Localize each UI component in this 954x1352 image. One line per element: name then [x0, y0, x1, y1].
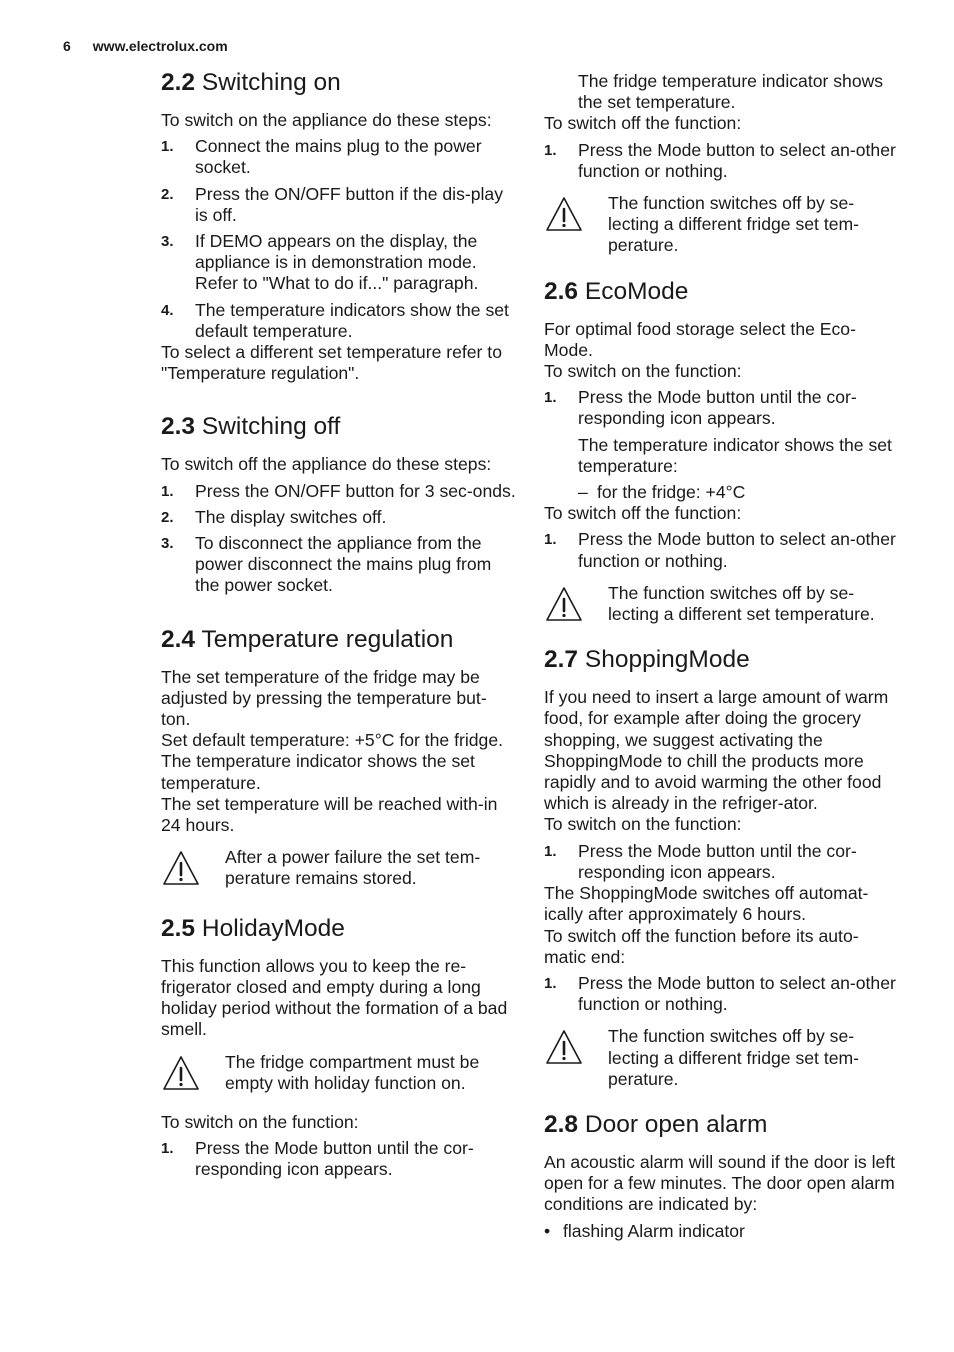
list-item: 1. Press the Mode button to select an-other function or nothing.	[544, 972, 896, 1015]
paragraph: If you need to insert a large amount of warm food, for example after doing the grocery shopping, we suggest activating the ShoppingMode to chill the products more rapidly and to avoid warming the other food which is already in the refriger-ator.	[544, 687, 889, 814]
paragraph: An acoustic alarm will sound if the door is left open for a few minutes. The door open alarm conditions are indicated by:	[544, 1151, 896, 1215]
paragraph: The set temperature of the fridge may be adjusted by pressing the temperature but-ton.	[161, 666, 487, 730]
paragraph: The ShoppingMode switches off automat-ically after approximately 6 hours.	[544, 883, 869, 925]
warning-triangle-icon	[544, 585, 584, 623]
paragraph: Set default temperature: +5°C for the fridge.	[161, 730, 503, 751]
paragraph: To switch on the appliance do these steps:	[161, 110, 492, 130]
list-item: 1. Press the Mode button until the cor-responding icon appears.	[544, 387, 857, 429]
list-item: 1. Press the Mode button to select an-other function or nothing.	[544, 139, 896, 181]
section-heading-2-6: 2.6 EcoMode	[544, 277, 689, 305]
paragraph: For optimal food storage select the Eco-Mode.	[544, 318, 856, 360]
right-column	[544, 71, 899, 1242]
paragraph: To select a different set temperature refer to "Temperature regulation".	[161, 342, 502, 384]
list-item: 1. Press the ON/OFF button for 3 sec-onds.	[161, 480, 516, 501]
warning-text: The fridge compartment must be empty with holiday function on.	[225, 1051, 480, 1093]
paragraph: To switch on the function:	[544, 814, 742, 835]
section-heading-2-5: 2.5 HolidayMode	[161, 914, 345, 942]
page-number: 6	[63, 38, 71, 54]
list-item: 2. Press the ON/OFF button if the dis-play is off.	[161, 183, 504, 225]
list-item: 1. Connect the mains plug to the power socket.	[161, 136, 482, 178]
warning-note	[161, 847, 516, 889]
page-header	[63, 38, 228, 54]
section-heading-2-3: 2.3 Switching off	[161, 413, 341, 441]
section-heading-2-2: 2.2 Switching on	[161, 69, 341, 96]
list-item: 3. To disconnect the appliance from the power disconnect the mains plug from the power socket.	[161, 533, 492, 596]
paragraph: The fridge temperature indicator shows the set temperature.	[578, 71, 884, 113]
warning-note	[544, 1026, 899, 1090]
list-item: 1. Press the Mode button until the cor-responding icon appears.	[161, 1138, 474, 1180]
section-heading-2-7: 2.7 ShoppingMode	[544, 646, 750, 674]
warning-triangle-icon	[161, 849, 201, 887]
paragraph: The set temperature will be reached with-in 24 hours.	[161, 793, 498, 836]
paragraph: To switch off the function:	[544, 113, 742, 134]
paragraph: The temperature indicator shows the set temperature.	[161, 751, 475, 793]
list-item: 4. The temperature indicators show the set default temperature.	[161, 299, 509, 341]
warning-text: The function switches off by se-lecting a different fridge set tem-perature.	[608, 1026, 860, 1089]
warning-triangle-icon	[544, 1028, 584, 1066]
left-column	[161, 68, 516, 1181]
warning-text: After a power failure the set tem-perature remains stored.	[225, 847, 481, 889]
warning-triangle-icon	[161, 1054, 201, 1092]
warning-note	[161, 1052, 516, 1094]
paragraph: To switch on the function:	[161, 1111, 359, 1132]
warning-note	[544, 583, 899, 625]
paragraph: The temperature indicator shows the set temperature:	[578, 434, 892, 476]
bullet-item: • flashing Alarm indicator	[544, 1220, 745, 1241]
list-item: 2. The display switches off.	[161, 506, 387, 527]
dash-item: – for the fridge: +4°C	[578, 482, 746, 503]
warning-triangle-icon	[544, 195, 584, 233]
section-heading-2-8: 2.8 Door open alarm	[544, 1110, 768, 1138]
list-item: 1. Press the Mode button until the cor-responding icon appears.	[544, 840, 857, 882]
warning-text: The function switches off by se-lecting a different set temperature.	[608, 582, 875, 625]
paragraph: To switch off the appliance do these steps:	[161, 454, 492, 475]
list-item: 1. Press the Mode button to select an-other function or nothing.	[544, 529, 896, 571]
paragraph: This function allows you to keep the re-frigerator closed and empty during a long holiday period without the formation of a bad smell.	[161, 955, 508, 1040]
paragraph: To switch on the function:	[544, 361, 742, 382]
list-item: 3. If DEMO appears on the display, the appliance is in demonstration mode. Refer to "What to do if..." paragraph.	[161, 231, 479, 294]
paragraph: To switch off the function before its auto-matic end:	[544, 925, 859, 967]
site-url[interactable]: www.electrolux.com	[92, 38, 228, 54]
section-heading-2-4: 2.4 Temperature regulation	[161, 625, 454, 653]
warning-text: The function switches off by se-lecting a different fridge set tem-perature.	[608, 193, 860, 256]
paragraph: To switch off the function:	[544, 503, 742, 524]
warning-note	[544, 193, 899, 257]
